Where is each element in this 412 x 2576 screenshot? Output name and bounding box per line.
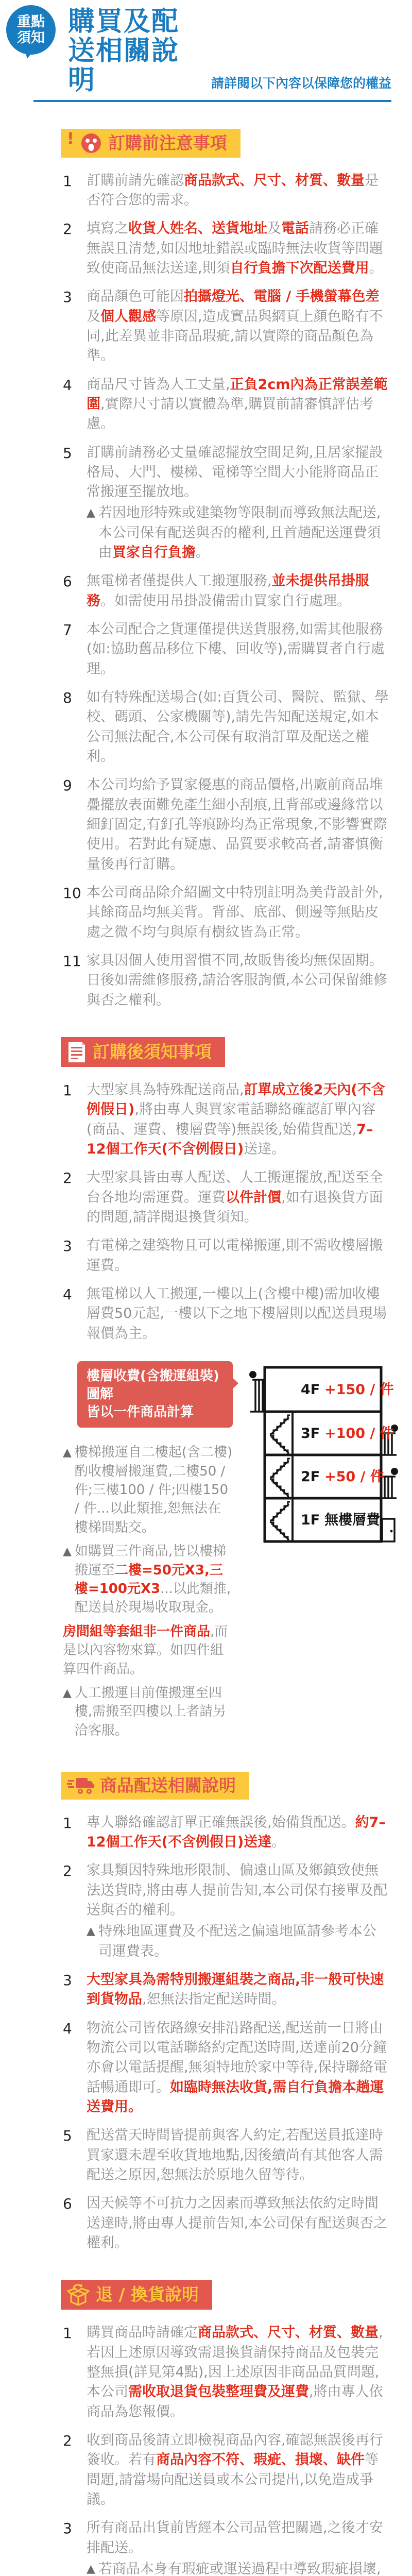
- item-number: 4: [63, 376, 72, 394]
- text-segment: 。如需使用吊掛設備需由買家自行處理。: [100, 592, 351, 609]
- list-item: [63, 688, 389, 767]
- list-item: [63, 171, 389, 211]
- item-text: [87, 951, 389, 1010]
- exclamation-icon: !: [67, 129, 74, 148]
- item-text: [87, 2431, 389, 2510]
- item-number: 4: [63, 2020, 72, 2037]
- floor-fee-3f: +100 / 件: [324, 1425, 394, 1442]
- item-number: 5: [63, 444, 72, 462]
- emphasized-text: 二樓=50元X3,三樓=100元X3: [74, 1562, 223, 1597]
- floor-label-2f: 2F: [301, 1468, 320, 1485]
- subnote-text: [98, 1922, 389, 1961]
- text-segment: 特殊地區運費及不配送之偏遠地區請參考本公司運費表。: [98, 1923, 376, 1959]
- text-segment: 如購買三件商品,皆以樓梯搬運至: [74, 1544, 227, 1578]
- item-text: [87, 287, 389, 366]
- bubble-line1: 樓層收費(含搬運組裝)圖解: [87, 1368, 219, 1402]
- item-paragraph: [87, 2323, 389, 2422]
- emphasized-text: 房間組等套組非一件商品: [63, 1623, 211, 1639]
- item-number: 2: [63, 221, 72, 238]
- text-segment: 。: [195, 545, 210, 561]
- list-item: [63, 443, 389, 563]
- section-title: 訂購前注意事項: [108, 132, 227, 153]
- emphasized-text: 7–12個工作天(不含例假日): [87, 1121, 373, 1158]
- list-item: [63, 1813, 389, 1853]
- text-segment: 。: [271, 1834, 286, 1851]
- item-number: 2: [63, 1862, 72, 1880]
- item-text: [87, 2323, 389, 2422]
- item-paragraph: [87, 1970, 389, 2010]
- list-item: [63, 775, 389, 874]
- section-returns: [0, 2280, 412, 2576]
- item-number: 8: [63, 689, 72, 707]
- surprised-face-icon: [80, 132, 102, 154]
- item-number: 10: [63, 885, 81, 902]
- text-segment: ,若因上述原因導致需退換貨請保持商品及包裝完整無損(詳見第4點),因上述原因非商品品質問題,本公司: [87, 2325, 383, 2400]
- list-item: [63, 375, 389, 434]
- text-segment: 所有商品出貨前皆經本公司品管把關過,之後才安排配送。: [87, 2520, 383, 2556]
- item-subnote: [87, 1922, 389, 1961]
- floor-label-1f: 1F: [301, 1512, 320, 1528]
- list-item: [63, 1970, 389, 2010]
- list-item: [63, 620, 389, 679]
- floor-fee-4f: +150 / 件: [324, 1381, 394, 1398]
- text-segment: 樓梯搬運自二樓起(含二樓)酌收樓層搬運費,二樓50 / 件;三樓100 / 件;四樓150 / 件...以此類推,恕無法在樓梯間點交。: [74, 1445, 233, 1535]
- emphasized-text: 訂單成立後2天內(不含例假日): [87, 1082, 385, 1118]
- floor-fee-1f: 無樓層費: [324, 1512, 380, 1528]
- item-text: [87, 1861, 389, 1961]
- text-segment: 配送當天時間皆提前與客人約定,若配送員抵達時買家還未趕至收貨地地點,因後續尚有其他客人需配送之原因,恕無法於原地久留等待。: [87, 2127, 383, 2183]
- item-paragraph: [87, 883, 389, 942]
- list-item: [63, 287, 389, 366]
- triangle-bullet: ▲: [87, 2562, 95, 2575]
- item-paragraph: [87, 2126, 389, 2185]
- emphasized-text: 商品款式、尺寸、材質、數量: [184, 172, 365, 189]
- text-segment: ,恕無法指定配送時間。: [142, 1991, 286, 2008]
- item-number: 6: [63, 573, 72, 590]
- item-text: [87, 2126, 389, 2185]
- item-paragraph: [87, 1080, 389, 1159]
- item-text: [87, 883, 389, 942]
- item-subnote: [87, 503, 389, 563]
- item-number: 3: [63, 1972, 72, 1989]
- text-segment: 購買商品時請確定: [87, 2325, 198, 2341]
- text-segment: 收到商品後請立即檢視商品內容,確認無誤後再行簽收。若有: [87, 2432, 383, 2468]
- text-segment: 若因地形特殊或建築物等限制而導致無法配送,本公司保有配送與否的權利,且首趟配送運費須由: [98, 505, 381, 561]
- text-segment: 。: [369, 260, 383, 276]
- item-number: 3: [63, 1238, 72, 1255]
- section-header-delivery: [61, 1772, 249, 1800]
- item-text: [87, 2518, 389, 2576]
- badge-line1: 重點: [17, 13, 45, 30]
- item-number: 2: [63, 1170, 72, 1187]
- item-number: 4: [63, 1285, 72, 1303]
- floor-fee-2f: +50 / 件: [324, 1468, 384, 1485]
- emphasized-text: 以件計價: [226, 1189, 281, 1206]
- building-stairs-diagram: [238, 1361, 399, 1549]
- item-paragraph: [87, 219, 389, 278]
- item-text: [87, 620, 389, 679]
- text-segment: 等問題,請當場向配送員或本公司提出,以免造成爭議。: [87, 2452, 379, 2507]
- returns-items: [63, 2323, 389, 2576]
- item-number: 3: [63, 289, 72, 306]
- item-paragraph: [87, 1236, 389, 1276]
- emphasized-text: 買家自行負擔: [112, 545, 196, 561]
- item-number: 9: [63, 777, 72, 794]
- item-text: [87, 571, 389, 611]
- item-paragraph: [87, 287, 389, 366]
- post-order-items: [63, 1080, 389, 1344]
- item-text: [87, 2194, 389, 2253]
- item-subnote: [87, 2560, 389, 2576]
- list-item: [63, 2518, 389, 2576]
- emphasized-text: 正負2cm內為正常誤差範圍: [87, 376, 388, 412]
- header-divider: [33, 100, 391, 102]
- floor-fee-bubble: [77, 1361, 233, 1428]
- list-item: [63, 1168, 389, 1227]
- item-number: 5: [63, 2127, 72, 2145]
- emphasized-text: 自行負擔下次配送費用: [230, 260, 369, 276]
- emphasized-text: 約7–12個工作天(不含例假日)送達: [87, 1814, 386, 1851]
- list-item: [63, 219, 389, 278]
- floor-fee-right-column: [238, 1361, 412, 1745]
- text-segment: 本公司均給予買家優惠的商品價格,出廠前商品堆疊擺放表面難免產生細小刮痕,且背部或邊緣常以細釘固定,有釘孔等痕跡均為正常現象,不影響實際使用。若對此有疑慮、品質要求較高者,請審慎衡量後再行訂購。: [87, 777, 388, 872]
- emphasized-text: 大型家具為需特別搬運組裝之商品,非一般可快速到貨物品: [87, 1972, 384, 2008]
- text-segment: 家具類因特殊地形限制、偏遠山區及鄉鎮致使無法送貨時,將由專人提前告知,本公司保有接單及配送與否的權利。: [87, 1862, 388, 1919]
- list-item: [63, 951, 389, 1010]
- text-segment: 無電梯以人工搬運,一樓以上(含樓中樓)需加收樓層費50元起,一樓以下之地下樓層則以配送員現場報價為主。: [87, 1285, 387, 1342]
- item-text: [87, 1284, 389, 1344]
- emphasized-text: 並未提供吊掛服務: [87, 573, 369, 609]
- section-title: 訂購後須知事項: [93, 1042, 212, 1062]
- section-post-order: [0, 1037, 412, 1745]
- item-text: [87, 688, 389, 767]
- page-header: [0, 0, 412, 102]
- list-item: [63, 1284, 389, 1344]
- subnote-text: [75, 1684, 233, 1740]
- item-number: 2: [63, 2432, 72, 2449]
- item-text: [87, 775, 389, 874]
- text-segment: 等原因,造成實品與網頁上顏色略有不同,此差異並非商品瑕疵,請以實際的商品顏色為準。: [87, 308, 383, 364]
- emphasized-text: 商品款式、尺寸、材質、數量: [198, 2325, 379, 2341]
- text-segment: ...以此類推,配送員於現場收取現金。: [74, 1581, 231, 1616]
- item-number: 7: [63, 621, 72, 639]
- subnote-text: [75, 1542, 233, 1617]
- item-paragraph: [87, 951, 389, 1010]
- item-number: 1: [63, 1814, 72, 1832]
- text-segment: 及: [267, 221, 281, 237]
- item-paragraph: [87, 443, 389, 502]
- section-title: 商品配送相關說明: [100, 1775, 236, 1796]
- key-points-badge: [6, 5, 56, 55]
- item-subnote: [63, 1684, 233, 1740]
- item-paragraph: [87, 1861, 389, 1920]
- section-header-post-order: [61, 1037, 225, 1067]
- item-number: 1: [63, 172, 72, 190]
- item-text: [87, 1080, 389, 1159]
- list-item: [63, 883, 389, 942]
- bubble-line2: 皆以一件商品計算: [87, 1404, 194, 1420]
- item-text: [87, 375, 389, 434]
- text-segment: ,將由專人依商品為您報價。: [87, 2384, 383, 2420]
- emphasized-text: 商品內容不符、瑕疵、損壞、缺件: [156, 2452, 365, 2468]
- item-paragraph: [87, 2431, 389, 2510]
- list-item: [63, 2323, 389, 2422]
- text-segment: 無電梯者僅提供人工搬運服務,: [87, 573, 272, 589]
- triangle-bullet: ▲: [63, 1545, 72, 1558]
- item-paragraph: [87, 2019, 389, 2117]
- item-paragraph: [87, 2194, 389, 2253]
- section-delivery: [0, 1772, 412, 2253]
- subnote-text: [63, 1622, 233, 1679]
- list-item: [63, 2431, 389, 2510]
- item-text: [87, 443, 389, 563]
- item-number: 3: [63, 2520, 72, 2537]
- text-segment: 請務必正確無誤且清楚,如因地址錯誤或臨時無法收貨等問題致使商品無法送達,則須: [87, 221, 383, 276]
- item-number: 1: [63, 1082, 72, 1099]
- section-pre-order: [0, 129, 412, 1010]
- item-number: 6: [63, 2195, 72, 2213]
- text-segment: 家具因個人使用習慣不同,故販售後均無保固期。日後如需維修服務,請洽客服詢價,本公司保留維修與否之權利。: [87, 953, 388, 1008]
- list-item: [63, 2194, 389, 2253]
- emphasized-text: 拍攝燈光、電腦 / 手機螢幕色差: [184, 289, 380, 305]
- text-segment: 若商品本身有瑕疵或運送過程中導致瑕疵損壞,: [98, 2561, 381, 2576]
- item-text: [87, 171, 389, 211]
- item-subnote: [63, 1622, 233, 1679]
- text-segment: ,將由專人與買家電話聯絡確認訂單內容(商品、運費、樓層費等)無誤後,始備貨配送,: [87, 1101, 375, 1138]
- item-text: [87, 1813, 389, 1853]
- emphasized-text: 收貨人姓名、送貨地址: [128, 221, 267, 237]
- item-paragraph: [87, 375, 389, 434]
- triangle-bullet: ▲: [87, 1925, 95, 1938]
- emphasized-text: 個人觀感: [100, 308, 156, 325]
- badge-line2: 須知: [17, 30, 45, 46]
- item-paragraph: [87, 1813, 389, 1853]
- text-segment: 及: [87, 308, 100, 325]
- list-item: [63, 2019, 389, 2117]
- list-item: [63, 1236, 389, 1276]
- section-header-pre-order: [61, 129, 241, 158]
- floor-label-4f: 4F: [301, 1381, 320, 1398]
- item-text: [87, 1236, 389, 1276]
- text-segment: 物流公司皆依路線安排沿路配送,配送前一日將由物流公司以電話聯絡約定配送時間,送達前20分鐘亦會以電話提醒,無須特地於家中等待,保持聯絡電話暢通即可。: [87, 2020, 388, 2095]
- item-subnote: [63, 1542, 233, 1617]
- text-segment: 訂購前請務必丈量確認擺放空間足夠,且居家擺設格局、大門、樓梯、電梯等空間大小能將商品正常搬運至擺放地。: [87, 444, 383, 500]
- list-item: [63, 2126, 389, 2185]
- text-segment: 因天候等不可抗力之因素而導致無法依約定時間送達時,將由專人提前告知,本公司保有配送與否之權利。: [87, 2195, 388, 2251]
- floor-label-3f: 3F: [301, 1425, 320, 1442]
- text-segment: 訂購前請先確認: [87, 172, 184, 189]
- item-paragraph: [87, 571, 389, 611]
- text-segment: 商品顏色可能因: [87, 289, 184, 305]
- text-segment: 如有特殊配送場合(如:百貨公司、醫院、監獄、學校、碼頭、公家機關等),請先告知配送規定,如本公司無法配合,本公司保有取消訂單及配送之權利。: [87, 689, 389, 765]
- emphasized-text: 電話: [281, 221, 309, 237]
- text-segment: 大型家具皆由專人配送、人工搬運擺放,配送至全台各地均需運費。運費: [87, 1170, 383, 1206]
- floor-fee-notes: [63, 1443, 233, 1740]
- item-paragraph: [87, 1284, 389, 1344]
- document-icon: [67, 1041, 87, 1063]
- section-title: 退 / 換貨說明: [96, 2284, 199, 2305]
- triangle-bullet: ▲: [63, 1446, 72, 1460]
- text-segment: 專人聯絡確認訂單正確無誤後,始備貨配送。: [87, 1814, 355, 1831]
- item-paragraph: [87, 775, 389, 874]
- pre-order-items: [63, 171, 389, 1010]
- delivery-truck-icon: [67, 1776, 94, 1795]
- delivery-items: [63, 1813, 389, 2253]
- title-row: [21, 7, 391, 96]
- text-segment: 本公司商品除介紹圖文中特別註明為美背設計外,其餘商品均無美背。背部、底部、側邊等無貼皮處之微不均勻與原有樹紋皆為正常。: [87, 885, 383, 940]
- subnote-text: [98, 2560, 389, 2576]
- text-segment: 人工搬運目前僅搬運至四樓,需搬至四樓以上者請另洽客服。: [74, 1685, 227, 1738]
- floor-fee-left-column: [63, 1361, 233, 1745]
- emphasized-text: 需收取退貨包裝整理費及運費: [128, 2384, 309, 2400]
- item-text: [87, 219, 389, 278]
- floor-fee-block: [63, 1361, 403, 1745]
- triangle-bullet: ▲: [63, 1686, 72, 1700]
- text-segment: 填寫之: [87, 221, 128, 237]
- item-paragraph: [87, 1168, 389, 1227]
- item-paragraph: [87, 688, 389, 767]
- subnote-text: [75, 1443, 233, 1537]
- subnote-text: [98, 503, 389, 563]
- item-subnote: [63, 1443, 233, 1537]
- return-box-icon: [67, 2283, 90, 2306]
- list-item: [63, 1080, 389, 1159]
- emphasized-text: 如臨時無法收貨,需自行負擔本趟運送費用。: [87, 2079, 384, 2115]
- item-paragraph: [87, 620, 389, 679]
- text-segment: 送達。: [244, 1141, 286, 1158]
- text-segment: ,而是以內容物來算。如四件組算四件商品。: [63, 1623, 228, 1677]
- list-item: [63, 571, 389, 611]
- item-text: [87, 1970, 389, 2010]
- list-item: [63, 1861, 389, 1961]
- triangle-bullet: ▲: [87, 506, 95, 520]
- item-paragraph: [87, 171, 389, 211]
- text-segment: 是否符合您的需求。: [87, 172, 379, 208]
- section-header-returns: [61, 2280, 212, 2310]
- text-segment: 商品尺寸皆為人工丈量,: [87, 376, 230, 393]
- item-text: [87, 2019, 389, 2117]
- item-paragraph: [87, 2518, 389, 2558]
- item-text: [87, 1168, 389, 1227]
- text-segment: 有電梯之建築物且可以電梯搬運,則不需收樓層搬運費。: [87, 1238, 383, 1274]
- item-number: 11: [63, 953, 81, 970]
- text-segment: 大型家具為特殊配送商品,: [87, 1082, 244, 1098]
- text-segment: ,如有退換貨方面的問題,請詳閱退換貨須知。: [87, 1189, 383, 1225]
- page-subtitle: 請詳閱以下內容以保障您的權益: [211, 75, 391, 91]
- page-title: 購買及配送相關說明: [68, 6, 180, 96]
- item-number: 1: [63, 2325, 72, 2342]
- text-segment: ,實際尺寸請以實體為準,購買前請審慎評估考慮。: [87, 396, 374, 432]
- text-segment: 本公司配合之貨運僅提供送貨服務,如需其他服務(如:協助舊品移位下樓、回收等),需購買者自行處理。: [87, 621, 385, 677]
